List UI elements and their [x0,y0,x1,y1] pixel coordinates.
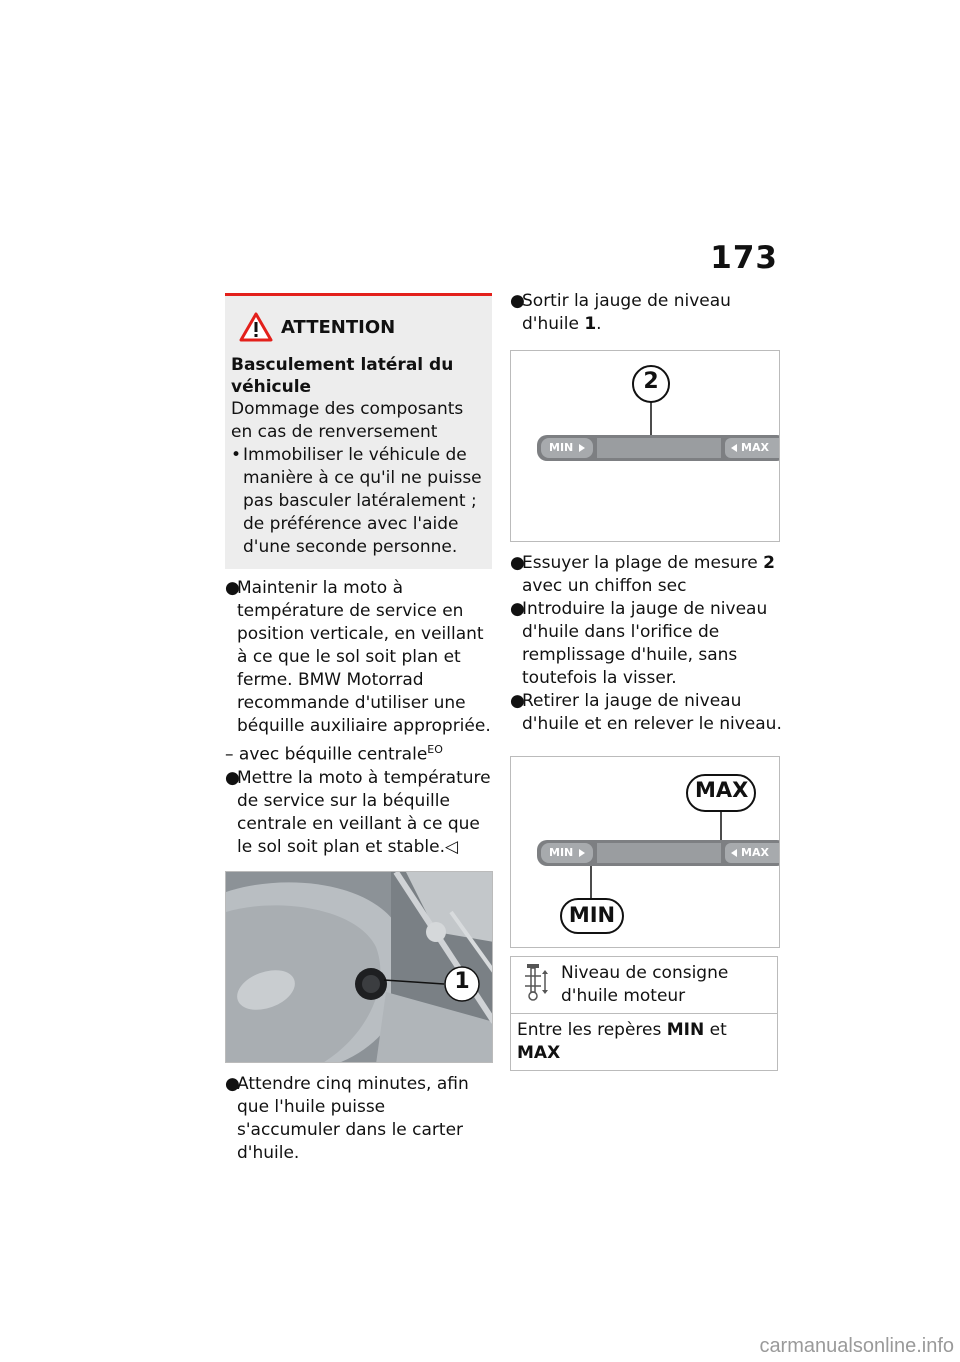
engine-figure [225,871,493,1063]
callout-1: 1 [454,968,470,994]
warning-title-text: ATTENTION [281,316,396,338]
dipstick-max-label: MAX [741,441,769,454]
dipstick-min-label-2: MIN [549,846,574,859]
callout-2: 2 [643,369,659,394]
callout-max: MAX [695,778,749,802]
callout-min: MIN [568,903,616,927]
dipstick-figure-wipe [510,350,780,542]
warning-bullet: • Immobiliser le véhicule de manière à ce qu'il ne puisse pas basculer latéralement ; de préférence avec l'aide d'une seconde personne. [231,445,482,557]
condition-center-stand: – avec béquille centrale$^{EO}$ [225,743,443,765]
dipstick-figure-level [510,756,780,948]
step-center-stand: ●Mettre la moto à température de service sur la béquille centrale en veillant à ce que le sol soit plan et stable.◁ [225,767,491,857]
warning-title [239,312,486,342]
spec-header-cell [511,957,778,1014]
warning-description: Dommage des composants en cas de renversement [231,399,464,442]
oil-spec-table [510,956,778,1071]
left-column [225,293,493,1165]
warning-heading: Basculement latéral du véhicule [231,355,454,397]
dipstick-max-label-2: MAX [741,846,769,859]
step-wipe: ●Essuyer la plage de mesure 2 avec un chiffon sec [510,553,775,596]
step-read-level: ●Retirer la jauge de niveau d'huile et en relever le niveau. [510,691,782,734]
right-column [510,290,782,1071]
warning-triangle-icon [239,312,273,342]
step-wait: ●Attendre cinq minutes, afin que l'huile puisse s'accumuler dans le carter d'huile. [225,1073,469,1163]
spec-value-cell: Entre les repères MIN et MAX [511,1014,778,1071]
spec-title: Niveau de consigne d'huile moteur [561,963,729,1006]
footer-watermark: carmanualsonline.info [759,1335,954,1357]
page-number: 173 [710,240,778,276]
oil-dipstick-icon [517,962,551,1002]
step-remove-dipstick: ●Sortir la jauge de niveau d'huile 1. [510,291,731,334]
dipstick-min-label: MIN [549,441,574,454]
end-mark-icon: ◁ [444,836,459,857]
step-insert-dipstick: ●Introduire la jauge de niveau d'huile dans l'orifice de remplissage d'huile, sans toutefois la visser. [510,599,768,688]
step-keep-upright: ●Maintenir la moto à température de service en position verticale, en veillant à ce que le sol soit plan et ferme. BMW Motorrad recommande d'utiliser une béquille auxiliaire appropriée. [225,578,491,736]
warning-box [225,293,492,569]
callout-overlay [226,872,493,1063]
